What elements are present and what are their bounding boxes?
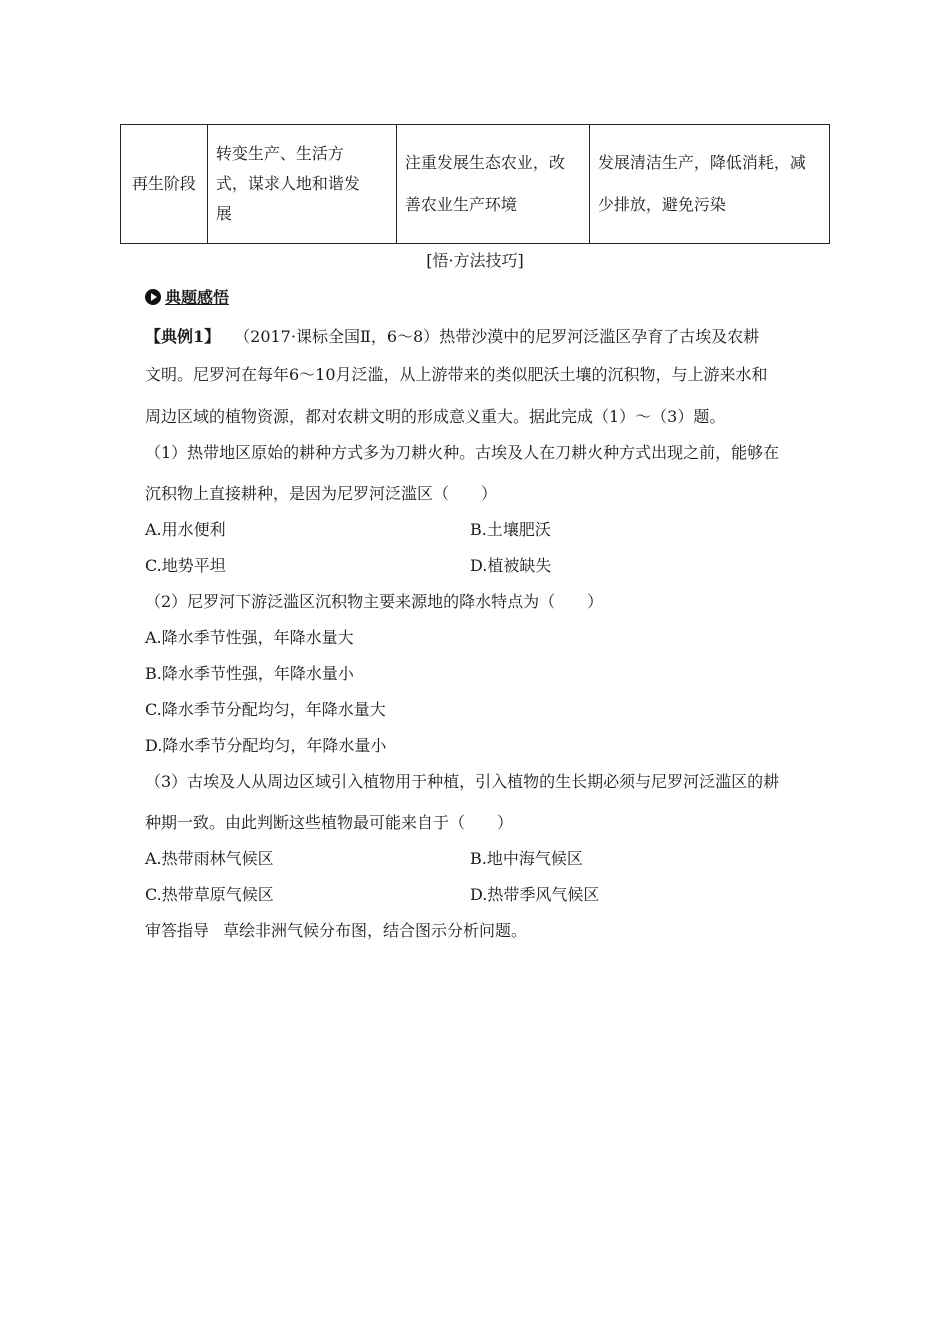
example-source: （2017·课标全国Ⅱ，6～8） [242,327,440,346]
cell-line: 发展清洁生产，降低消耗，减 [597,153,806,172]
heading-label: 典题感悟 [165,288,230,307]
option-b: B.土壤肥沃 [470,520,551,539]
measures-cell [207,125,396,244]
option-d: D.植被缺失 [470,556,552,575]
cell-line: 展 [215,204,232,223]
cell-line: 转变生产、生活方 [215,144,344,163]
example-intro-line [145,324,759,347]
question-1-stem: （1）热带地区原始的耕种方式多为刀耕火种。古埃及人在刀耕火种方式出现之前，能够在 [145,443,780,462]
example-text-line: 周边区域的植物资源，都对农耕文明的形成意义重大。据此完成（1）～（3）题。 [145,407,726,426]
stage-cell: 再生阶段 [121,125,208,244]
option-a: A.用水便利 [145,520,226,539]
question-3-stem: （3）古埃及人从周边区域引入植物用于种植，引入植物的生长期必须与尼罗河泛滥区的耕 [145,772,780,791]
question-3-stem: 种期一致。由此判断这些植物最可能来自于（ ） [145,813,514,832]
option-d: D.热带季风气候区 [470,885,600,904]
option-b: B.地中海气候区 [470,849,583,868]
example-text-line: 文明。尼罗河在每年6～10月泛滥，从上游带来的类似肥沃土壤的沉积物，与上游来水和 [145,365,768,384]
table-row [121,125,830,244]
question-2-stem: （2）尼罗河下游泛滥区沉积物主要来源地的降水特点为（ ） [145,592,604,611]
option-c: C.热带草原气候区 [145,885,274,904]
industry-cell [589,125,829,244]
cell-line: 少排放，避免污染 [597,195,726,214]
guide-label: 审答指导 [145,921,210,940]
comparison-table [120,124,830,244]
heading [145,285,229,308]
section-title: [悟·方法技巧] [426,251,524,270]
cell-line: 善农业生产环境 [404,195,517,214]
cell-line: 注重发展生态农业，改 [404,153,565,172]
option-a: A.热带雨林气候区 [145,849,274,868]
guide-text: 草绘非洲气候分布图，结合图示分析问题。 [223,921,528,940]
answer-guide [145,918,527,941]
agriculture-cell [396,125,589,244]
play-circle-icon [145,289,161,305]
option-d: D.降水季节分配均匀，年降水量小 [145,736,387,755]
option-c: C.降水季节分配均匀，年降水量大 [145,700,386,719]
example-text: 热带沙漠中的尼罗河泛滥区孕育了古埃及农耕 [439,327,760,346]
cell-line: 式，谋求人地和谐发 [215,174,360,193]
option-b: B.降水季节性强，年降水量小 [145,664,354,683]
option-a: A.降水季节性强，年降水量大 [145,628,354,647]
question-1-stem: 沉积物上直接耕种，是因为尼罗河泛滥区（ ） [145,484,498,503]
option-c: C.地势平坦 [145,556,226,575]
example-label: 【典例1】 [145,327,221,346]
